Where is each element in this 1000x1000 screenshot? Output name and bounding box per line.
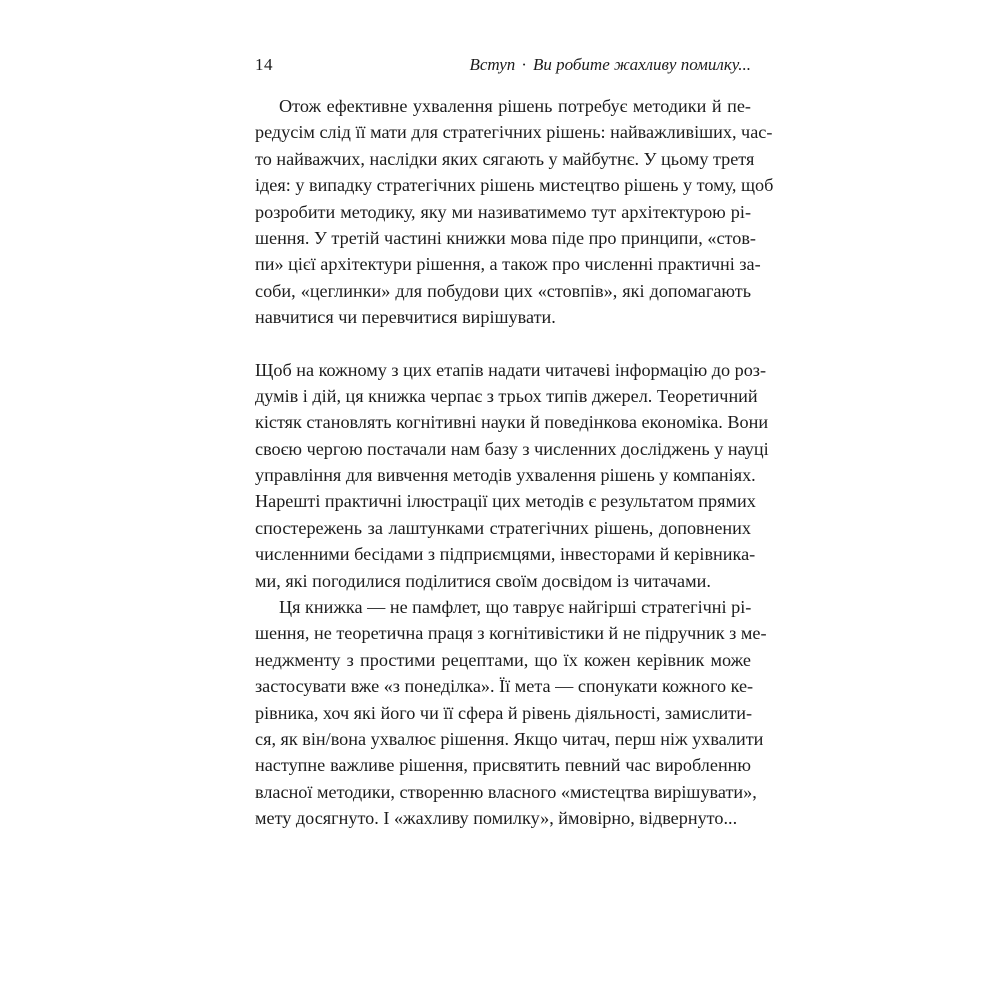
paragraph-3	[255, 594, 767, 832]
body-text	[255, 93, 774, 832]
text-line: наступне важливе рішення, присвятить певний час виробленню	[255, 755, 751, 776]
text-line: спостережень за лаштунками стратегічних рішень, доповнених	[255, 517, 751, 538]
text-line: навчитися чи перевчитися вирішувати.	[255, 307, 556, 328]
text-line: шення. У третій частині книжки мова піде про принципи, «стов-	[255, 227, 756, 248]
text-line: застосувати вже «з понеділка». Її мета — спонукати кожного ке-	[255, 676, 754, 697]
text-line: думів і дій, ця книжка черпає з трьох типів джерел. Теоретичний	[255, 385, 758, 406]
text-line: то найважчих, наслідки яких сягають у майбутнє. У цьому третя	[255, 148, 755, 169]
paragraph-1	[255, 93, 774, 331]
chapter-title: Ви робите жахливу помилку...	[532, 55, 751, 74]
text-line: неджменту з простими рецептами, що їх кожен керівник може	[255, 649, 751, 670]
text-line: кістяк становлять когнітивні науки й поведінкова економіка. Вони	[255, 412, 769, 433]
paragraph-2	[255, 357, 769, 595]
text-line: Нарешті практичні ілюстрації цих методів є результатом прямих	[255, 491, 756, 512]
title-separator: ·	[521, 55, 527, 74]
running-head	[255, 55, 751, 79]
text-line: власної методики, створенню власного «мистецтва вирішувати»,	[255, 781, 757, 802]
text-line: розробити методику, яку ми називатимемо тут архітектурою рі-	[255, 201, 751, 222]
text-line: Отож ефективне ухвалення рішень потребує методики й пе-	[279, 96, 751, 116]
running-title	[469, 55, 751, 75]
text-line: управління для вивчення методів ухвалення рішень у компаніях.	[255, 465, 756, 486]
text-line: ідея: у випадку стратегічних рішень мистецтво рішень у тому, щоб	[255, 175, 774, 196]
text-line: пи» цієї архітектури рішення, а також про численні практичні за-	[255, 254, 761, 275]
text-line: Ця книжка — не памфлет, що таврує найгірші стратегічні рі-	[279, 597, 752, 618]
chapter-label: Вступ	[469, 55, 516, 74]
text-line: ся, як він/вона ухвалює рішення. Якщо читач, перш ніж ухвалити	[255, 728, 764, 749]
text-line: соби, «цеглинки» для побудови цих «стовпів», які допомагають	[255, 280, 751, 301]
text-line: редусім слід її мати для стратегічних рішень: найважливіших, час-	[255, 122, 773, 143]
text-line: численними бесідами з підприємцями, інвесторами й керівника-	[255, 544, 756, 565]
paragraph-spacer	[255, 331, 751, 357]
text-line: рівника, хоч які його чи її сфера й рівень діяльності, замислити-	[255, 702, 753, 723]
page-number: 14	[255, 55, 273, 74]
text-line: своєю чергою постачали нам базу з численних досліджень у науці	[255, 438, 769, 459]
text-line: шення, не теоретична праця з когнітивістики й не підручник з ме-	[255, 623, 767, 644]
text-line: мету досягнуто. І «жахливу помилку», ймовірно, відвернуто...	[255, 808, 738, 829]
text-line: Щоб на кожному з цих етапів надати читачеві інформацію до роз-	[255, 359, 767, 380]
text-line: ми, які погодилися поділитися своїм досвідом із читачами.	[255, 570, 711, 591]
